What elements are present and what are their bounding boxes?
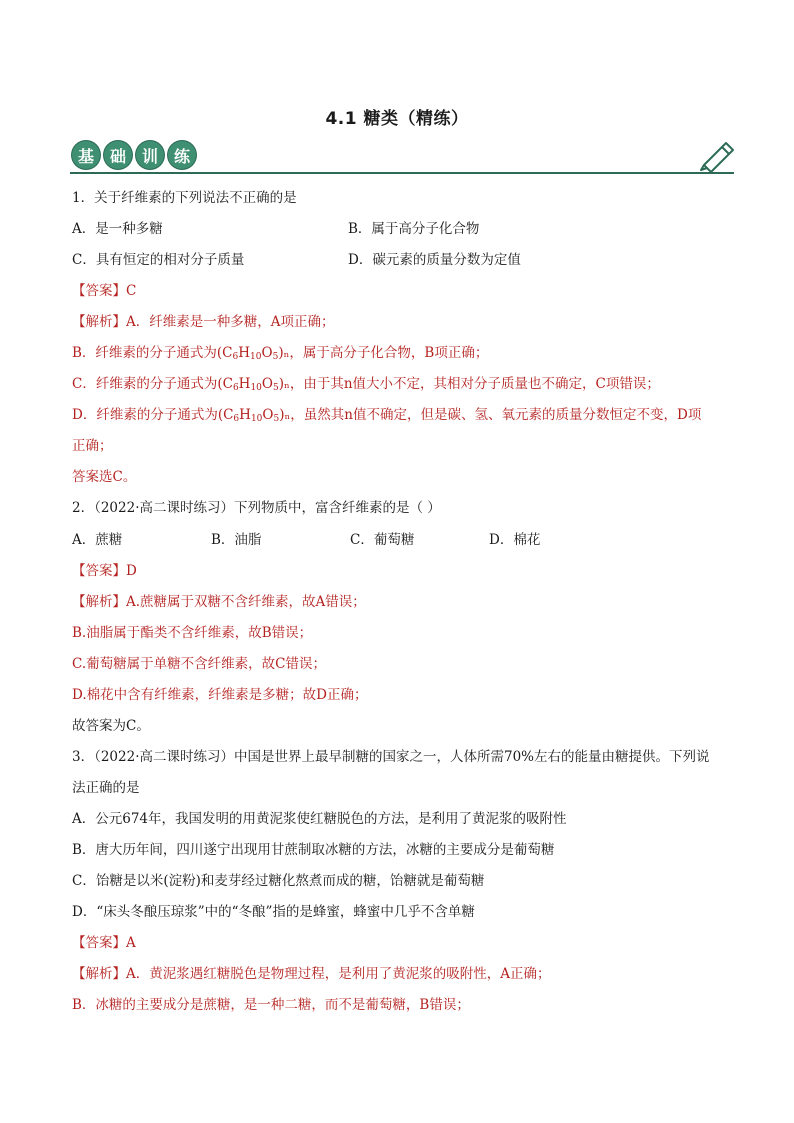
answer-value: A bbox=[126, 935, 136, 951]
analysis-line: B.油脂属于酯类不含纤维素，故B错误； bbox=[72, 625, 313, 641]
option: A．是一种多糖 bbox=[72, 221, 163, 237]
option: B．属于高分子化合物 bbox=[348, 221, 480, 237]
question-stem: 3．（2022·高二课时练习）中国是世界上最早制糖的国家之一，人体所需70%左右的能量由糖提供。下列说 bbox=[72, 749, 710, 765]
question-stem: 1．关于纤维素的下列说法不正确的是 bbox=[72, 190, 297, 206]
pencil-icon bbox=[696, 138, 738, 174]
answer-line bbox=[72, 279, 136, 299]
option-row bbox=[72, 528, 540, 548]
question-stem: 2．（2022·高二课时练习）下列物质中，富含纤维素的是（ ） bbox=[72, 500, 441, 516]
option: B．唐大历年间，四川遂宁出现用甘蔗制取冰糖的方法，冰糖的主要成分是葡萄糖 bbox=[72, 842, 555, 858]
option: B．油脂 bbox=[211, 532, 262, 548]
option: A．蔗糖 bbox=[72, 532, 123, 548]
analysis-label: 【解析】 bbox=[72, 314, 126, 330]
answer-line bbox=[72, 931, 136, 951]
question-stem-cont: 法正确的是 bbox=[72, 780, 140, 796]
section-char: 基 bbox=[72, 141, 100, 169]
page-title: 4.1 糖类（精练） bbox=[325, 109, 469, 129]
option: D．“床头冬酿压琼浆”中的“冬酿”指的是蜂蜜，蜂蜜中几乎不含单糖 bbox=[72, 904, 475, 920]
conclusion-line: 答案选C。 bbox=[72, 469, 137, 485]
banner-rule bbox=[70, 172, 734, 174]
option: C．葡萄糖 bbox=[350, 532, 415, 548]
analysis-line: 【解析】A．黄泥浆遇红糖脱色是物理过程，是利用了黄泥浆的吸附性，A正确； bbox=[72, 966, 551, 982]
section-heading bbox=[72, 141, 196, 169]
option: A．公元674年，我国发明的用黄泥浆使红糖脱色的方法，是利用了黄泥浆的吸附性 bbox=[72, 811, 567, 827]
analysis-line: D.棉花中含有纤维素，纤维素是多糖；故D正确； bbox=[72, 687, 368, 703]
section-banner bbox=[70, 138, 738, 178]
analysis-label: 【解析】 bbox=[72, 966, 126, 982]
analysis-line: B．冰糖的主要成分是蔗糖，是一种二糖，而不是葡萄糖，B错误； bbox=[72, 997, 470, 1013]
option: D．棉花 bbox=[489, 532, 541, 548]
option: C．饴糖是以米(淀粉)和麦芽经过糖化熬煮而成的糖，饴糖就是葡萄糖 bbox=[72, 873, 485, 889]
analysis-line: 【解析】A.蔗糖属于双糖不含纤维素，故A错误； bbox=[72, 594, 366, 610]
answer-label: 【答案】 bbox=[72, 563, 126, 579]
analysis-line: D．纤维素的分子通式为$(C_6H_{10}O_5)_n$，虽然其n值不确定，但是碳、氢、氧元素的质量分数恒定不变，D项 bbox=[72, 407, 702, 424]
analysis-line: 正确； bbox=[72, 438, 113, 454]
analysis-line: B．纤维素的分子通式为$(C_6H_{10}O_5)_n$，属于高分子化合物，B项正确； bbox=[72, 345, 489, 362]
option: C．具有恒定的相对分子质量 bbox=[72, 252, 245, 268]
answer-label: 【答案】 bbox=[72, 283, 126, 299]
answer-line bbox=[72, 559, 137, 579]
answer-value: C bbox=[126, 283, 137, 299]
analysis-line: C.葡萄糖属于单糖不含纤维素，故C错误； bbox=[72, 656, 326, 672]
analysis-line: C．纤维素的分子通式为$(C_6H_{10}O_5)_n$，由于其n值大小不定，其相对分子质量也不确定，C项错误； bbox=[72, 376, 660, 393]
analysis-line: 【解析】A．纤维素是一种多糖，A项正确； bbox=[72, 314, 335, 330]
section-char: 练 bbox=[168, 141, 196, 169]
option-row bbox=[72, 217, 724, 237]
option-row bbox=[72, 248, 724, 268]
option: D．碳元素的质量分数为定值 bbox=[348, 252, 521, 268]
answer-label: 【答案】 bbox=[72, 935, 126, 951]
section-char: 训 bbox=[136, 141, 164, 169]
analysis-label: 【解析】 bbox=[72, 594, 126, 610]
section-char: 础 bbox=[104, 141, 132, 169]
answer-value: D bbox=[126, 563, 137, 579]
conclusion-line: 故答案为C。 bbox=[72, 718, 150, 734]
